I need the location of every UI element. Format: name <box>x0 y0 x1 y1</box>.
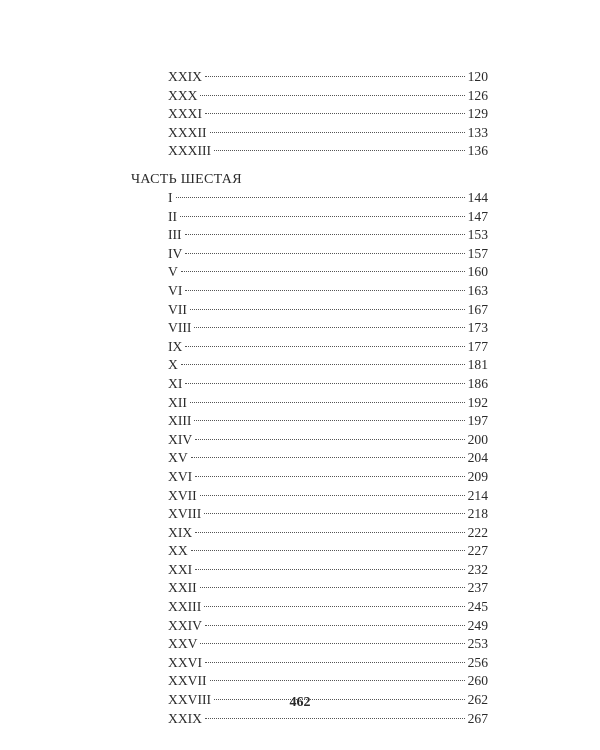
dot-leader <box>205 76 465 77</box>
toc-entry <box>168 208 488 227</box>
dot-leader <box>195 476 464 477</box>
chapter-number: XXIII <box>168 599 202 615</box>
toc-entry <box>168 579 488 598</box>
dot-leader <box>205 113 465 114</box>
toc-entry <box>168 87 488 106</box>
chapter-number: XXXI <box>168 106 202 122</box>
page-ref: 133 <box>467 124 488 140</box>
chapter-number: IV <box>168 245 183 261</box>
dot-leader <box>191 457 465 458</box>
page-ref: 262 <box>467 692 488 708</box>
page-ref: 129 <box>467 106 488 122</box>
toc-entry <box>168 468 488 487</box>
chapter-number: XXXIII <box>168 143 212 159</box>
dot-leader <box>185 290 464 291</box>
page-ref: 186 <box>467 375 488 391</box>
page-ref: 192 <box>467 394 488 410</box>
dot-leader <box>210 680 465 681</box>
dot-leader <box>190 402 465 403</box>
page-ref: 181 <box>467 357 488 373</box>
page-ref: 253 <box>467 636 488 652</box>
dot-leader <box>195 532 464 533</box>
chapter-number: XIII <box>168 413 192 429</box>
dot-leader <box>194 327 464 328</box>
chapter-number: VI <box>168 282 183 298</box>
chapter-number: XXIX <box>168 710 202 726</box>
chapter-number: XIV <box>168 431 193 447</box>
toc-entry <box>168 431 488 450</box>
page-ref: 173 <box>467 320 488 336</box>
chapter-number: X <box>168 357 178 373</box>
chapter-number: I <box>168 190 173 205</box>
toc-entry <box>168 319 488 338</box>
chapter-number: VII <box>168 301 187 317</box>
toc-entry <box>168 142 488 161</box>
dot-leader <box>200 495 465 496</box>
toc-entry <box>168 635 488 654</box>
page-ref: 160 <box>467 264 488 280</box>
page-ref: 237 <box>467 580 488 596</box>
dot-leader <box>205 625 465 626</box>
page-ref: 249 <box>467 617 488 633</box>
dot-leader <box>176 197 465 198</box>
toc-entry <box>168 226 488 245</box>
chapter-number: XXII <box>168 580 197 596</box>
chapter-number: XXIX <box>168 69 202 84</box>
toc-entry <box>168 524 488 543</box>
toc-entry <box>168 245 488 264</box>
dot-leader <box>214 150 465 151</box>
dot-leader <box>205 662 465 663</box>
toc-entry <box>168 282 488 301</box>
chapter-number: XIX <box>168 524 193 540</box>
chapter-number: XXX <box>168 87 198 103</box>
toc-entry <box>168 301 488 320</box>
page-ref: 144 <box>467 190 488 205</box>
chapter-number: XVIII <box>168 506 202 522</box>
dot-leader <box>204 513 464 514</box>
toc-entry <box>168 449 488 468</box>
toc-entry <box>168 338 488 357</box>
page-ref: 120 <box>467 69 488 84</box>
chapter-number: V <box>168 264 178 280</box>
toc-entry <box>168 487 488 506</box>
dot-leader <box>194 420 464 421</box>
page-ref: 153 <box>467 227 488 243</box>
dot-leader <box>204 606 464 607</box>
chapter-number: XXVII <box>168 673 207 689</box>
page-ref: 256 <box>467 654 488 670</box>
toc-entry <box>168 263 488 282</box>
chapter-number: XVI <box>168 468 193 484</box>
toc-entry <box>168 561 488 580</box>
dot-leader <box>185 253 464 254</box>
dot-leader <box>205 718 465 719</box>
chapter-number: XII <box>168 394 187 410</box>
page-ref: 157 <box>467 245 488 261</box>
toc-entry <box>168 105 488 124</box>
toc-entry <box>168 505 488 524</box>
chapter-number: XXVI <box>168 654 202 670</box>
chapter-number: III <box>168 227 182 243</box>
chapter-number: XXXII <box>168 124 207 140</box>
dot-leader <box>191 550 465 551</box>
toc-entry <box>168 672 488 691</box>
dot-leader <box>181 364 465 365</box>
chapter-number: XV <box>168 450 188 466</box>
toc-entry <box>168 542 488 561</box>
page-ref: 177 <box>467 338 488 354</box>
chapter-number: XVII <box>168 487 197 503</box>
toc-entry <box>168 189 488 208</box>
chapter-number: XXV <box>168 636 198 652</box>
dot-leader <box>200 95 464 96</box>
page-ref: 222 <box>467 524 488 540</box>
page-ref: 126 <box>467 87 488 103</box>
toc-entry <box>168 394 488 413</box>
chapter-number: IX <box>168 338 183 354</box>
toc-entry <box>168 617 488 636</box>
toc-list-part-six <box>168 189 488 728</box>
toc-entry <box>168 412 488 431</box>
dot-leader <box>185 234 465 235</box>
page-ref: 214 <box>467 487 488 503</box>
toc-entry <box>168 710 488 729</box>
toc-list-continued <box>168 68 488 161</box>
dot-leader <box>200 587 465 588</box>
toc-entry <box>168 375 488 394</box>
dot-leader <box>200 643 464 644</box>
chapter-number: VIII <box>168 320 192 336</box>
chapter-number: XXIV <box>168 617 202 633</box>
page-ref: 167 <box>467 301 488 317</box>
page-ref: 136 <box>467 143 488 159</box>
toc-entry <box>168 598 488 617</box>
chapter-number: XX <box>168 543 188 559</box>
chapter-number: XXI <box>168 561 193 577</box>
page-ref: 147 <box>467 208 488 224</box>
chapter-number: II <box>168 208 178 224</box>
page-ref: 209 <box>467 468 488 484</box>
toc-entry <box>168 654 488 673</box>
page-ref: 163 <box>467 282 488 298</box>
chapter-number: XI <box>168 375 183 391</box>
page-ref: 267 <box>467 710 488 726</box>
page-ref: 197 <box>467 413 488 429</box>
dot-leader <box>180 216 465 217</box>
dot-leader <box>210 132 465 133</box>
toc-entry <box>168 124 488 143</box>
page-ref: 260 <box>467 673 488 689</box>
page-ref: 245 <box>467 599 488 615</box>
toc-entry <box>168 356 488 375</box>
page-ref: 232 <box>467 561 488 577</box>
dot-leader <box>185 346 464 347</box>
dot-leader <box>185 383 464 384</box>
dot-leader <box>195 569 464 570</box>
page-ref: 200 <box>467 431 488 447</box>
page-number: 462 <box>289 695 311 710</box>
dot-leader <box>195 439 464 440</box>
dot-leader <box>181 271 465 272</box>
dot-leader <box>190 309 465 310</box>
part-title: ЧАСТЬ ШЕСТАЯ <box>131 172 242 187</box>
page-ref: 204 <box>467 450 488 466</box>
page-ref: 218 <box>467 506 488 522</box>
chapter-number: XXVIII <box>168 692 212 708</box>
toc-entry <box>168 68 488 87</box>
page-ref: 227 <box>467 543 488 559</box>
